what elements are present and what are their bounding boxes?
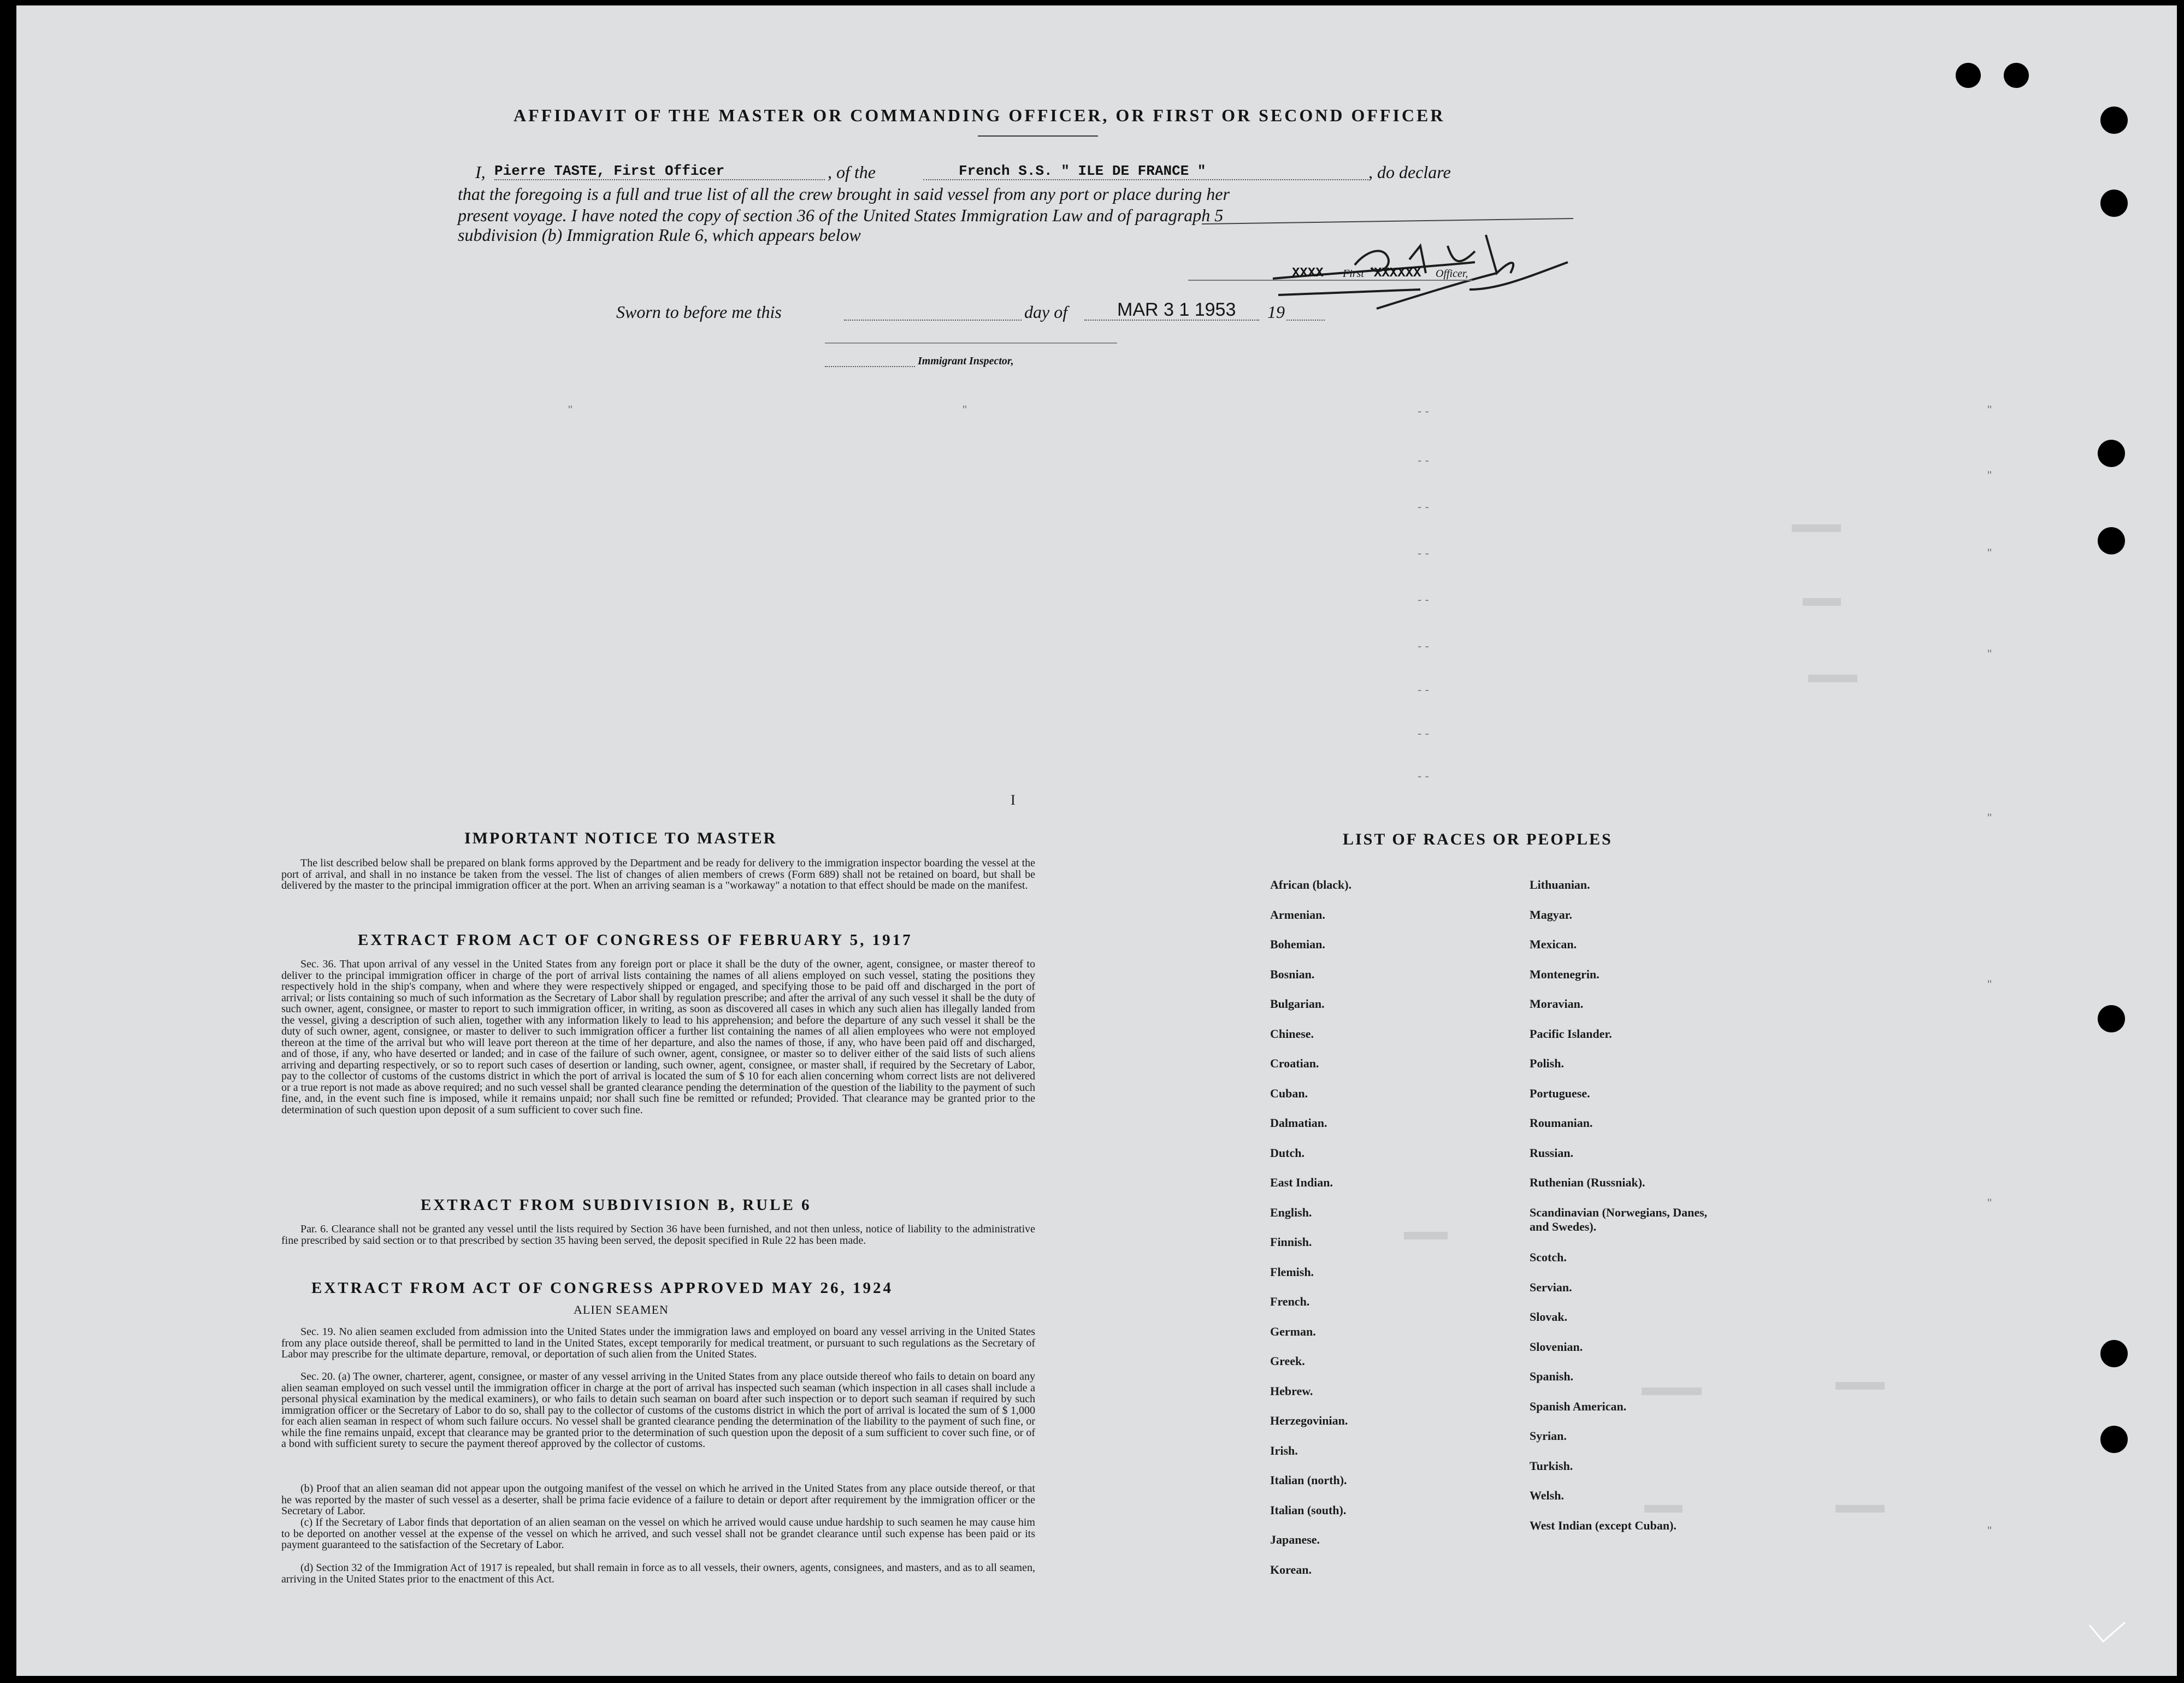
bleed-through	[1808, 675, 1857, 682]
race-item: Lithuanian.	[1530, 878, 1590, 891]
race-item: Dalmatian.	[1270, 1116, 1327, 1130]
affidavit-title: AFFIDAVIT OF THE MASTER OR COMMANDING OFFICER, OR FIRST OR SECOND OFFICER	[513, 105, 1445, 125]
declarant-name: Pierre TASTE, First Officer	[494, 163, 725, 179]
inspector-label: Immigrant Inspector,	[918, 355, 1014, 367]
race-item: Slovak.	[1530, 1310, 1568, 1324]
affidavit-line-2: that the foregoing is a full and true list of all the crew brought in said vessel from any port or place during her	[458, 184, 1230, 204]
bleed-through	[1835, 1382, 1885, 1390]
bleed-through	[1404, 1232, 1448, 1239]
race-item: Russian.	[1530, 1145, 1574, 1160]
race-item: Polish.	[1530, 1056, 1564, 1070]
race-item: Scandinavian (Norwegians, Danes, and Swedes).	[1530, 1205, 1708, 1233]
punch-hole-icon	[1956, 63, 1981, 88]
extract-1924-subtitle: ALIEN SEAMEN	[574, 1303, 669, 1316]
dash-mark: - -	[1418, 593, 1429, 606]
year-prefix: 19	[1267, 302, 1285, 322]
race-item: Croatian.	[1270, 1056, 1319, 1070]
dash-mark: - -	[1418, 769, 1429, 783]
date-line	[1084, 320, 1259, 321]
race-item: English.	[1270, 1205, 1312, 1219]
race-item: Flemish.	[1270, 1265, 1314, 1279]
race-item: Servian.	[1530, 1280, 1572, 1294]
bleed-through	[1644, 1505, 1683, 1513]
dash-mark: - -	[1418, 500, 1429, 513]
officer-caption-officer: Officer,	[1436, 268, 1468, 280]
race-item: Pacific Islander.	[1530, 1026, 1612, 1041]
punch-hole-icon	[2098, 527, 2125, 554]
extract-1917-title: EXTRACT FROM ACT OF CONGRESS OF FEBRUARY 5, 1917	[358, 931, 913, 949]
race-item: Magyar.	[1530, 907, 1573, 922]
race-item: Italian (south).	[1270, 1503, 1347, 1517]
punch-hole-icon	[2004, 63, 2029, 88]
race-item: Ruthenian (Russniak).	[1530, 1176, 1645, 1189]
race-item: Armenian.	[1270, 907, 1325, 922]
race-item: Dutch.	[1270, 1145, 1305, 1160]
race-item: Turkish.	[1530, 1458, 1573, 1473]
title-underline	[978, 135, 1098, 137]
race-item: Finnish.	[1270, 1235, 1312, 1249]
race-item: Hebrew.	[1270, 1384, 1313, 1398]
vessel-line	[923, 179, 1368, 180]
sworn-day-line	[844, 320, 1022, 321]
dash-mark: - -	[1418, 404, 1429, 418]
race-item: Italian (north).	[1270, 1473, 1347, 1487]
race-item: Japanese.	[1270, 1533, 1320, 1546]
officer-caption-first: First	[1343, 268, 1364, 280]
punch-hole-icon	[2098, 440, 2125, 467]
ditto-mark: "	[1987, 1524, 1992, 1538]
affidavit-line-3: present voyage. I have noted the copy of section 36 of the United States Immigration Law and of paragraph 5	[458, 205, 1224, 225]
race-item: Mexican.	[1530, 937, 1577, 951]
punch-hole-icon	[2100, 107, 2128, 134]
extract-1924-sec20b: (b) Proof that an alien seaman did not appear upon the outgoing manifest of the vessel on which he arrived in the United States from any place outside thereof, or that he was reported by the master of such vessel as a deserter, shall be prima facie evidence of a failure to detain or deport after requirement by the immigration officer or the Secretary of Labor.	[281, 1483, 1035, 1517]
punch-hole-icon	[2098, 1005, 2125, 1032]
race-item: Spanish.	[1530, 1369, 1574, 1383]
dash-mark: - -	[1418, 546, 1429, 560]
notice-title: IMPORTANT NOTICE TO MASTER	[464, 829, 777, 847]
roman-one-mark: I	[1011, 792, 1016, 808]
ditto-mark: "	[1987, 546, 1992, 560]
extract-1924-sec19: Sec. 19. No alien seamen excluded from admission into the United States under the immigration laws and employed on board any vessel arriving in the United States from any place outside thereof, shall be permitted to land in the United States, except temporarily for medical treatment, or pursuant to such regulations as the Secretary of Labor may prescribe for the ultimate departure, removal, or deportation of such alien from the United States.	[281, 1326, 1035, 1360]
dash-mark: - -	[1418, 683, 1429, 696]
extract-1917-body: Sec. 36. That upon arrival of any vessel in the United States from any foreign port or place it shall be the duty of the owner, agent, consignee, or master thereof to deliver to the principal immigration officer in charge of the port of arrival lists containing the names of all aliens employed on such vessel, stating the positions they respectively hold in the ship's company, when and where they were respectively shipped or engaged, and specifying those to be paid off and discharged in the port of arrival; or lists containing so much of such information as the Secretary of Labor shall by regulation prescribe; and after the arrival of any such vessel it shall be the duty of such owner, agent, consignee, or master to report to such immigration officer, in writing, as soon as discovered all cases in which any such alien has illegally landed from the vessel, giving a description of such alien, together with any information likely to lead to his apprehension; and before the departure of any such vessel it shall be the duty of such owner, agent, consignee, or master to deliver to such immigration officer a further list containing the names of all alien employees who were not employed thereon at the time of the arrival but who will leave port thereon at the time of her departure, and also the names of those, if any, who have been paid off and discharged, and of those, if any, who have deserted or landed; and in case of the failure of such owner, agent, consignee, or master so to deliver either of the said lists of such aliens arriving and departing respectively, or so to report such cases of desertion or landing, such owner, agent, consignee, or master shall, if required by the Secretary of Labor, pay to the collector of customs of the customs district in which the port of arrival is located the sum of $ 10 for each alien concerning whom correct lists are not delivered or a true report is not made as above required; and no such vessel shall be granted clearance pending the determination of the question of the liability to the payment of such fine, and, in the event such fine is imposed, while it remains unpaid; nor shall such fine be remitted or refunded; Provided. That clearance may be granted prior to the determination of such question upon deposit of a sum sufficient to cover such fine.	[281, 958, 1035, 1116]
affidavit-do-declare: , do declare	[1368, 162, 1451, 182]
extract-1924-sec20d: (d) Section 32 of the Immigration Act of 1917 is repealed, but shall remain in force as to all vessels, their owners, agents, consignees, and masters, and as to all seamen, arriving in the United States prior to the enactment of this Act.	[281, 1562, 1035, 1585]
punch-hole-icon	[2100, 1340, 2128, 1367]
vessel-name: French S.S. " ILE DE FRANCE "	[959, 163, 1206, 179]
inspector-dots	[825, 366, 915, 367]
races-title: LIST OF RACES OR PEOPLES	[1343, 830, 1613, 848]
signature-line	[1188, 280, 1472, 281]
inspector-signature-line	[825, 342, 1117, 344]
ditto-mark: "	[1987, 647, 1992, 661]
redaction-mark: XXXX	[1292, 266, 1324, 281]
race-item: Korean.	[1270, 1562, 1312, 1576]
bleed-through	[1835, 1505, 1885, 1513]
ditto-mark: "	[1987, 403, 1992, 417]
ditto-mark: "	[1987, 978, 1992, 991]
day-of-label: day of	[1024, 302, 1068, 322]
punch-hole-icon	[2100, 190, 2128, 217]
rule6-body: Par. 6. Clearance shall not be granted any vessel until the lists required by Section 36 have been furnished, and not then unless, notice of liability to the administrative fine prescribed by said section or to that prescribed by section 35 having been served, the deposit specified in Rule 22 has been made.	[281, 1223, 1035, 1247]
race-item: African (black).	[1270, 878, 1352, 891]
race-item: Spanish American.	[1530, 1399, 1627, 1413]
race-item: Bosnian.	[1270, 967, 1315, 981]
check-mark-icon	[2087, 1620, 2130, 1652]
year-line	[1286, 320, 1325, 321]
ditto-mark: "	[568, 403, 572, 417]
sworn-label: Sworn to before me this	[616, 302, 782, 322]
affidavit-i: I,	[475, 162, 486, 182]
race-item: Welsh.	[1530, 1489, 1564, 1502]
race-item: Herzegovinian.	[1270, 1414, 1348, 1427]
declarant-line	[494, 179, 825, 180]
extract-1924-sec20a: Sec. 20. (a) The owner, charterer, agent, consignee, or master of any vessel arriving in the United States from any place outside thereof who fails to detain on board any alien seaman employed on such vessel until the immigration officer in charge at the port of arrival has inspected such seaman (which inspection in all cases shall include a personal physical examination by the medical examiners), or who fails to detain such seaman on board after such inspection or to deport such seaman if required by such immigration officer or the Secretary of Labor to do so, shall pay to the collector of customs of the customs district in which the port of arrival is located the sum of $ 1,000 for each alien seaman in respect of whom such failure occurs. No vessel shall be granted clearance pending the determination of the liability to the payment of such fine, or while the fine remains unpaid, except that clearance may be granted prior to the determination of such question upon the deposit of a sum sufficient to cover such fine, or of a bond with sufficient surety to secure the payment thereof approved by the collector of customs.	[281, 1371, 1035, 1450]
punch-hole-icon	[2100, 1426, 2128, 1453]
dash-mark: - -	[1418, 727, 1429, 740]
extract-1924-title: EXTRACT FROM ACT OF CONGRESS APPROVED MAY 26, 1924	[311, 1279, 893, 1297]
rule6-title: EXTRACT FROM SUBDIVISION B, RULE 6	[421, 1196, 812, 1214]
race-item: East Indian.	[1270, 1176, 1333, 1189]
race-item: Moravian.	[1530, 997, 1584, 1011]
race-item: Cuban.	[1270, 1086, 1308, 1100]
dash-mark: - -	[1418, 639, 1429, 653]
affidavit-line-4: subdivision (b) Immigration Rule 6, which appears below	[458, 225, 861, 245]
race-item: Slovenian.	[1530, 1339, 1583, 1354]
ditto-mark: "	[1987, 811, 1992, 825]
race-item: Bohemian.	[1270, 937, 1325, 951]
race-item: German.	[1270, 1324, 1316, 1338]
race-item: Portuguese.	[1530, 1086, 1590, 1100]
bleed-through	[1792, 524, 1841, 532]
dash-mark: - -	[1418, 453, 1429, 467]
date-stamp: MAR 3 1 1953	[1117, 299, 1236, 320]
race-item: Scotch.	[1530, 1250, 1567, 1264]
ditto-mark: "	[963, 403, 967, 417]
race-item: Montenegrin.	[1530, 967, 1599, 981]
race-item: French.	[1270, 1295, 1310, 1308]
redaction-mark-2: XXXXXX	[1374, 266, 1421, 281]
notice-body: The list described below shall be prepared on blank forms approved by the Department and be ready for delivery to the immigration inspector boarding the vessel at the port of arrival, and shall in no instance be taken from the vessel. The list of changes of alien members of crews (Form 689) shall not be retained on board, but shall be delivered by the master to the principal immigration officer at the port. When an arriving seaman is a "workaway" a notation to that effect should be made on the manifest.	[281, 857, 1035, 891]
affidavit-of-the: , of the	[828, 162, 876, 182]
race-item: West Indian (except Cuban).	[1530, 1518, 1677, 1532]
race-item: Roumanian.	[1530, 1116, 1593, 1130]
ditto-mark: "	[1987, 469, 1992, 482]
ditto-mark: "	[1987, 1196, 1992, 1210]
race-item: Chinese.	[1270, 1026, 1314, 1041]
race-item: Syrian.	[1530, 1429, 1567, 1443]
race-item: Irish.	[1270, 1443, 1298, 1457]
bleed-through	[1642, 1387, 1702, 1395]
bleed-through	[1803, 598, 1841, 606]
race-item: Bulgarian.	[1270, 997, 1325, 1011]
extract-1924-sec20c: (c) If the Secretary of Labor finds that deportation of an alien seaman on the vessel on which he arrived would cause undue hardship to such seamen he may cause him to be deported on another vessel at the expense of the vessel on which he arrived, and such vessel shall not be grandet clearance until such expense has been paid or its payment guaranteed to the satisfaction of the Secretary of Labor.	[281, 1516, 1035, 1551]
race-item: Greek.	[1270, 1354, 1305, 1368]
